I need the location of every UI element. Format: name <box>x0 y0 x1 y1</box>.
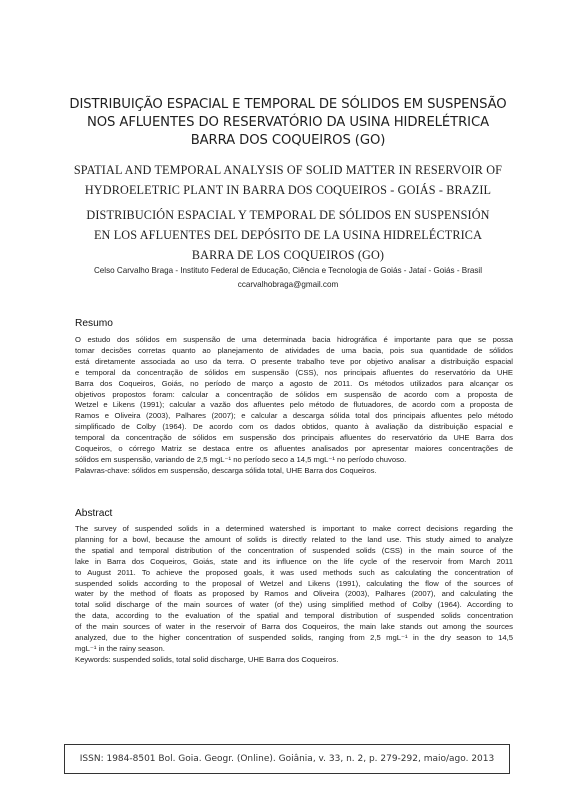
title-pt-line: NOS AFLUENTES DO RESERVATÓRIO DA USINA HIDRELÉTRICA <box>86 115 489 130</box>
keywords: Keywords: suspended solids, total solid discharge, UHE Barra dos Coqueiros. <box>75 654 339 664</box>
abstract-line: planning for a bowl, because the amount of solids is directly related to the land use. This study aimed to analyze <box>75 534 513 544</box>
abstract-line: analyzed, due to the higher concentration of suspended solids, ranging from 2,5 mgL⁻¹ in the dry season to 14,5 <box>75 633 513 643</box>
resumo-line: e temporal da concentração de sólidos em suspensão (CSS), nos principais afluentes do reservatório da UHE <box>75 367 513 377</box>
resumo-line: objetivos propostos foram: calcular a concentração de sólidos em suspensão de acordo com a proposta de <box>75 389 513 399</box>
resumo-heading: Resumo <box>75 318 113 329</box>
abstract-line: suspended solids according to the proposal of Wetzel and Likens (1991), calculating the flow of the sources of <box>75 578 513 588</box>
abstract-line: to August 2011. To achieve the proposed goals, it was used methods such as calculating the concentration of <box>75 567 513 577</box>
resumo-body <box>75 335 513 477</box>
resumo-line: Wetzel e Likens (1991); calcular a vazão dos afluentes pelo método de flutuadores, de acordo com a proposta de <box>75 400 513 410</box>
resumo-line: sólidos em suspensão, variando de 2,5 mgL⁻¹ no período seco a 14,5 mgL⁻¹ no período chuvoso. <box>75 454 407 464</box>
title-es-line: EN LOS AFLUENTES DEL DEPÓSITO DE LA USINA HIDRELÉCTRICA <box>93 228 483 242</box>
title-spanish <box>20 205 556 265</box>
abstract-body <box>75 524 513 666</box>
abstract-line: The survey of suspended solids in a determined watershed is important to make correct decisions regarding the <box>75 524 513 533</box>
title-english <box>20 160 556 200</box>
abstract-line: the spatial and temporal distribution of the concentration of suspended solids (CSS) in the main source of the <box>75 545 513 555</box>
author-block <box>40 264 536 292</box>
abstract-line: water by the method of floats as proposed by Ramos and Oliveira (2003), Palhares (2007), and calculating the <box>75 589 513 599</box>
title-en-line: HYDROELETRIC PLANT IN BARRA DOS COQUEIROS - GOIÁS - BRAZIL <box>84 183 492 197</box>
issn-citation: ISSN: 1984-8501 Bol. Goia. Geogr. (Online). Goiânia, v. 33, n. 2, p. 279-292, maio/ago. 2013 <box>79 754 495 764</box>
author-email: ccarvalhobraga@gmail.com <box>237 280 339 289</box>
abstract-line: total solid discharge of the main sources of water (of the) using simplified method of Colby (1964). According to <box>75 600 513 610</box>
title-pt-line: BARRA DOS COQUEIROS (GO) <box>190 133 386 148</box>
title-es-line: DISTRIBUCIÓN ESPACIAL Y TEMPORAL DE SÓLIDOS EN SUSPENSIÓN <box>86 208 490 222</box>
palavras-chave: Palavras-chave: sólidos em suspensão, descarga sólida total, UHE Barra dos Coqueiros. <box>75 465 377 475</box>
resumo-line: Barra dos Coqueiros, Goiás, no período de março a agosto de 2011. Os métodos utilizados para alcançar os <box>75 378 513 388</box>
author-affiliation: Celso Carvalho Braga - Instituto Federal de Educação, Ciência e Tecnologia de Goiás - Jataí - Goiás - Brasil <box>93 266 483 275</box>
title-es-line: BARRA DE LOS COQUEIROS (GO) <box>191 248 385 262</box>
journal-footer <box>64 744 510 774</box>
title-pt-line: DISTRIBUIÇÃO ESPACIAL E TEMPORAL DE SÓLIDOS EM SUSPENSÃO <box>69 97 507 112</box>
resumo-line: temporal da concentração de sólidos em suspensão dos principais afluentes do reservatório da UHE Barra dos <box>75 433 513 443</box>
resumo-line: Coqueiros, o córrego Matriz se destaca entre os afluentes analisados por apresentar maiores concentrações de <box>75 444 513 454</box>
abstract-line: lake in Barra dos Coqueiros, Goiás, state and its influence on the life cycle of the reservoir from March 2011 <box>75 556 513 566</box>
abstract-line: of the main sources of water in the reservoir of Barra dos Coqueiros, the main lake stands out among the sources <box>75 622 513 632</box>
resumo-line: Ramos e Oliveira (2003), Palhares (2007); e calcular a descarga sólida total dos principais afluentes pelo método <box>75 411 513 421</box>
resumo-line: O estudo dos sólidos em suspensão de uma determinada bacia hidrográfica é importante para que se possa <box>75 335 513 344</box>
title-portuguese <box>40 96 536 150</box>
abstract-heading: Abstract <box>75 508 113 519</box>
title-en-line: SPATIAL AND TEMPORAL ANALYSIS OF SOLID MATTER IN RESERVOIR OF <box>73 163 503 177</box>
abstract-line: the data, according to the evaluation of the spatial and temporal distribution of suspended solids concentration <box>75 611 513 621</box>
abstract-line: mgL⁻¹ in the rainy season. <box>75 643 165 653</box>
resumo-line: tomar decisões corretas quanto ao planejamento de atividades de uma bacia, pois sua quantidade de sólidos <box>75 345 513 355</box>
resumo-line: está diretamente associada ao uso da terra. O presente trabalho teve por objetivo analisar a distribuição espacial <box>75 356 513 366</box>
resumo-line: simplificado de Colby (1964). De acordo com os dados obtidos, quanto à avaliação da distribuição espacial e <box>75 422 513 432</box>
